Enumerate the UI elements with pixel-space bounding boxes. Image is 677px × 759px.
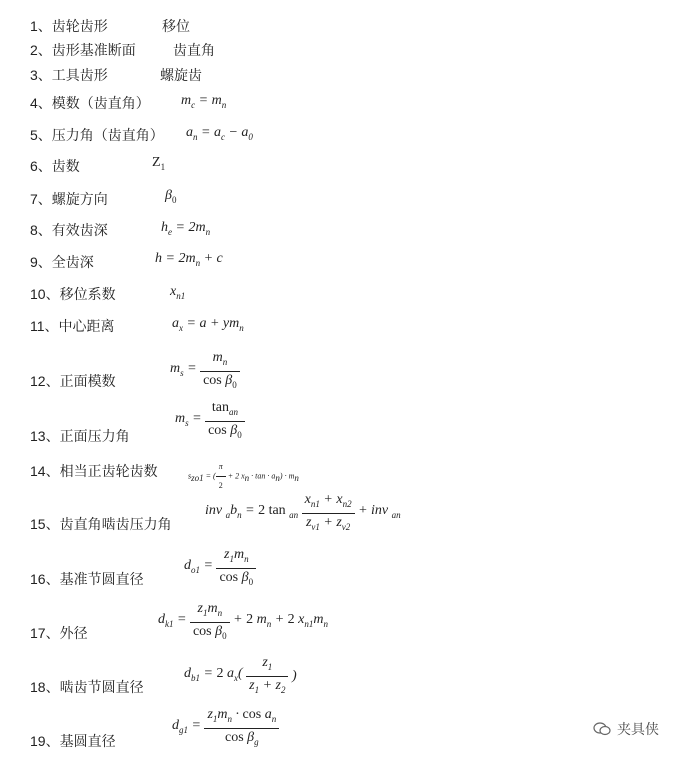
item-label: 8、有效齿深 [30,222,108,238]
formula-pressure-angle: $a_n = a_c - a_0$ [186,125,253,142]
item-8 [30,222,108,238]
item-19 [30,733,116,749]
item-label: 9、全齿深 [30,254,94,270]
formula-whole-depth: $h = 2m_n + c$ [155,251,223,268]
formula-equivalent-teeth: $s_{zo1}$ = ( $\frac{\pi}{2}$ + 2 $x_n \cdot \tan \cdot a_n) \cdot m_n$ [188,459,299,494]
item-label: 15、齿直角啮齿压力角 [30,516,172,532]
item-label: 14、相当正齿轮齿数 [30,463,158,479]
formula-outside-diameter: $d_{k1}$ = $\frac{z_1m_n}{\cos \beta_0}$ + 2 $m_n + 2$ $x_{n1}m_n$ [158,601,328,641]
formula-teeth-count: $Z_1$ [152,155,166,172]
item-9 [30,254,94,270]
formula-working-pressure-angle: inv $_ab_n = 2$ tan $_{an}$ $\frac{x_{n1} + x_{n2}}{z_{v1} + z_{v2}}$ + inv $_{an}$ [205,492,401,532]
item-11 [30,318,115,334]
item-label: 18、啮齿节圆直径 [30,679,144,695]
item-label: 13、正面压力角 [30,428,130,444]
item-6 [30,158,80,174]
item-label: 16、基准节圆直径 [30,571,144,587]
item-15 [30,516,172,532]
formula-center-distance: $a_x = a + ym_n$ [172,316,244,333]
item-note: 螺旋齿 [160,67,202,83]
formula-base-diameter: $d_{g1}$ = $\frac{z_1m_n \cdot \cos a_n}{\cos \beta_g}$ [172,707,279,750]
item-label: 7、螺旋方向 [30,191,108,207]
item-note: 齿直角 [173,42,215,58]
item-1 [30,18,108,34]
item-18 [30,679,144,695]
item-10 [30,286,116,302]
item-label: 5、压力角（齿直角） [30,127,164,143]
formula-helix: $\beta_0$ [165,188,177,205]
formula-working-depth: $h_e = 2m_n$ [161,220,211,237]
item-label: 19、基圆直径 [30,733,116,749]
watermark-text: 夹具侠 [617,721,659,737]
formula-working-pitch-diameter: $d_{b1} = 2$ $a_x$( $\frac{z_1}{z_1 + z_2}$ ) [184,655,297,695]
formula-transverse-module: $m_s$ = $\frac{m_n}{\cos \beta_0}$ [170,350,240,393]
item-5 [30,127,164,143]
watermark [593,719,659,739]
formula-module: $m_c = m_n$ [181,93,227,110]
item-label: 12、正面模数 [30,373,116,389]
wechat-icon [593,722,611,736]
item-label: 17、外径 [30,625,88,641]
formula-reference-diameter: $d_{o1}$ = $\frac{z_1m_n}{\cos \beta_0}$ [184,547,256,590]
item-4 [30,95,150,111]
item-3 [30,67,108,83]
item-17 [30,625,88,641]
item-13 [30,428,130,444]
item-label: 2、齿形基准断面 [30,42,136,58]
item-note: 移位 [162,18,190,34]
formula-shift-coefficient: $x_{n1}$ [170,284,186,301]
item-16 [30,571,144,587]
item-label: 10、移位系数 [30,286,116,302]
formula-transverse-pressure-angle: $m_s$ = $\frac{\tan_{an}}{\cos \beta_0}$ [175,400,245,443]
item-7 [30,191,108,207]
item-label: 6、齿数 [30,158,80,174]
item-label: 4、模数（齿直角） [30,95,150,111]
item-12 [30,373,116,389]
item-label: 3、工具齿形 [30,67,108,83]
item-14 [30,463,158,479]
item-label: 1、齿轮齿形 [30,18,108,34]
item-label: 11、中心距离 [30,318,115,334]
item-2 [30,42,136,58]
